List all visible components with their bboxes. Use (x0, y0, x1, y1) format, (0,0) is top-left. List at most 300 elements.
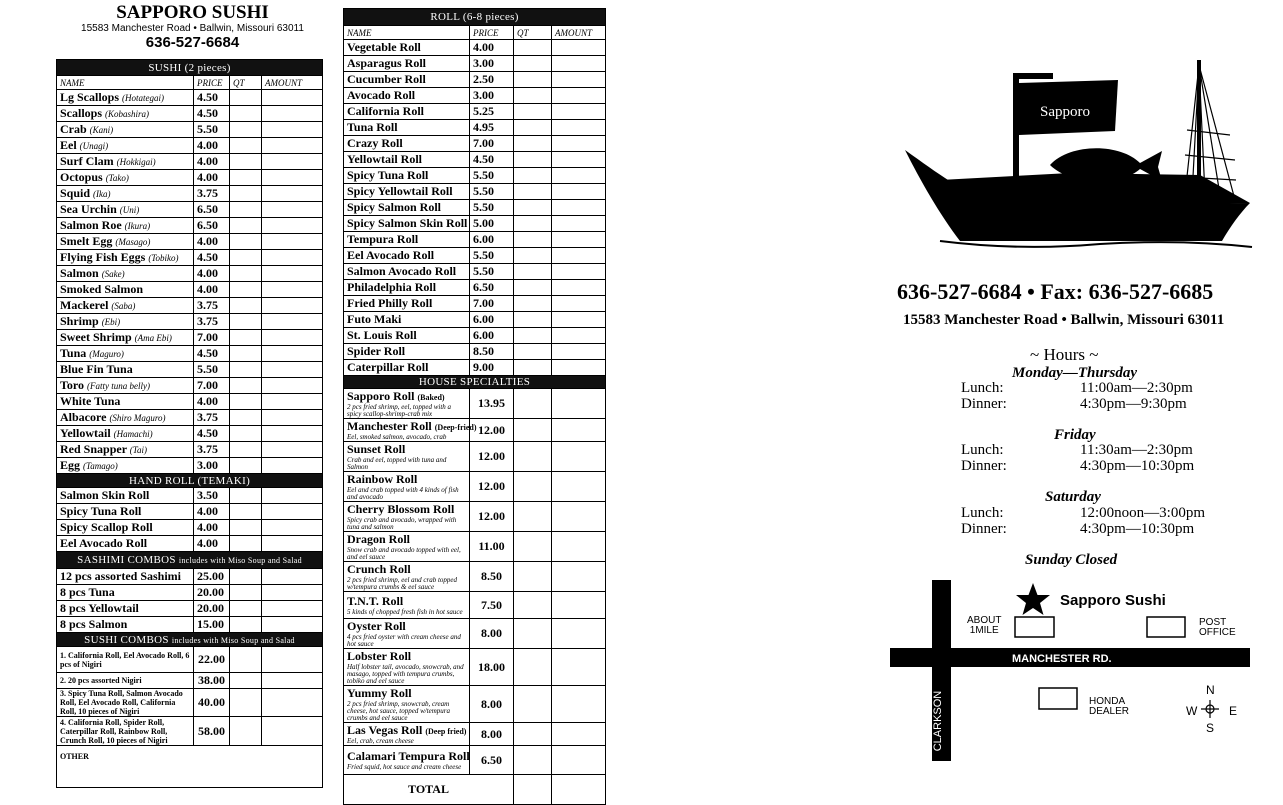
quantity-input-cell[interactable] (230, 202, 262, 218)
total-label: TOTAL (408, 782, 449, 796)
item-name: Mackerel (60, 298, 109, 312)
quantity-input-cell[interactable] (230, 426, 262, 442)
amount-input-cell[interactable] (262, 106, 323, 122)
clarkson-road-label: CLARKSON (932, 690, 944, 752)
item-name-cell (344, 419, 477, 442)
middle-order-table (343, 8, 606, 805)
item-price-cell (194, 689, 230, 717)
item-price-cell (194, 394, 230, 410)
restaurant-building (1015, 617, 1054, 637)
item-name: Egg (60, 458, 81, 472)
quantity-input-cell[interactable] (514, 248, 552, 264)
item-name-cell (344, 216, 470, 232)
item-name-cell (57, 442, 194, 458)
amount-input-cell[interactable] (552, 389, 606, 419)
quantity-input-cell[interactable] (514, 472, 552, 502)
item-name: Spicy Scallop Roll (60, 520, 153, 534)
amount-input-cell[interactable] (262, 673, 323, 689)
amount-input-cell[interactable] (552, 723, 606, 746)
item-name: Blue Fin Tuna (60, 362, 133, 376)
item-price: 6.50 (473, 280, 494, 294)
item-name-cell (344, 442, 470, 472)
amount-input-cell[interactable] (262, 536, 323, 552)
item-name: Spicy Salmon Roll (347, 200, 442, 214)
amount-input-cell[interactable] (552, 216, 606, 232)
item-price: 6.00 (473, 232, 494, 246)
amount-input-cell[interactable] (552, 344, 606, 360)
item-name: Crab (60, 122, 87, 136)
quantity-input-cell[interactable] (514, 40, 552, 56)
item-description: 5 kinds of chopped fresh fish in hot sauce (347, 608, 463, 616)
amount-input-cell[interactable] (262, 504, 323, 520)
item-price-cell (194, 585, 230, 601)
quantity-input-cell[interactable] (514, 502, 552, 532)
amount-input-cell[interactable] (262, 90, 323, 106)
quantity-input-cell[interactable] (514, 649, 552, 686)
amount-input-cell[interactable] (552, 104, 606, 120)
item-japanese-name: (Tobiko) (148, 253, 179, 263)
quantity-input-cell[interactable] (230, 362, 262, 378)
amount-input-cell[interactable] (552, 442, 606, 472)
quantity-input-cell[interactable] (514, 686, 552, 723)
item-name: Avocado Roll (347, 88, 416, 102)
quantity-input-cell[interactable] (514, 264, 552, 280)
quantity-input-cell[interactable] (514, 184, 552, 200)
item-name: Tuna (60, 346, 87, 360)
item-price: 5.50 (473, 184, 494, 198)
item-price: 3.00 (473, 56, 494, 70)
item-name: Calamari Tempura Roll (347, 749, 470, 763)
item-name-cell (57, 218, 194, 234)
total-qty-cell[interactable] (514, 775, 552, 805)
item-price: 7.50 (481, 597, 502, 612)
dinner-hours-saturday: 4:30pm—10:30pm (1080, 521, 1195, 537)
water-line (940, 241, 1252, 247)
item-price: 4.50 (197, 250, 218, 264)
amount-input-cell[interactable] (262, 426, 323, 442)
quantity-input-cell[interactable] (230, 601, 262, 617)
amount-input-cell[interactable] (552, 686, 606, 723)
item-name-cell (344, 502, 470, 532)
amount-input-cell[interactable] (262, 330, 323, 346)
item-name: Cucumber Roll (347, 72, 426, 86)
item-description: Half lobster tail, avocado, snowcrab, and masago, topped with tempura crumbs, tobiko and eel sauce (347, 663, 464, 685)
item-name-cell (57, 250, 194, 266)
section-title: SASHIMI COMBOS (77, 554, 176, 566)
item-price-cell (470, 360, 514, 376)
item-price-cell (470, 120, 514, 136)
quantity-input-cell[interactable] (514, 532, 552, 562)
amount-input-cell[interactable] (552, 152, 606, 168)
amount-input-cell[interactable] (262, 218, 323, 234)
quantity-input-cell[interactable] (230, 488, 262, 504)
item-price-cell (470, 56, 514, 72)
sapporo-boat-logo (900, 55, 1255, 255)
item-price-cell (470, 562, 514, 592)
amount-input-cell[interactable] (552, 56, 606, 72)
amount-input-cell[interactable] (262, 282, 323, 298)
item-name-cell (57, 234, 194, 250)
item-price: 5.50 (473, 264, 494, 278)
quantity-input-cell[interactable] (230, 378, 262, 394)
quantity-input-cell[interactable] (230, 218, 262, 234)
flag-text: Sapporo (1040, 104, 1090, 120)
quantity-input-cell[interactable] (230, 138, 262, 154)
item-name-cell (344, 649, 470, 686)
item-price-cell (470, 88, 514, 104)
item-name: Red Snapper (60, 442, 127, 456)
amount-input-cell[interactable] (552, 232, 606, 248)
quantity-input-cell[interactable] (514, 619, 552, 649)
col-qty-header (230, 76, 262, 90)
quantity-input-cell[interactable] (514, 442, 552, 472)
left-order-table (56, 59, 323, 788)
amount-input-cell[interactable] (552, 184, 606, 200)
item-name-cell (57, 106, 194, 122)
item-price-cell (470, 502, 514, 532)
item-name-cell (57, 488, 194, 504)
item-price: 5.50 (473, 200, 494, 214)
amount-input-cell[interactable] (552, 649, 606, 686)
item-price: 5.50 (473, 168, 494, 182)
quantity-input-cell[interactable] (230, 314, 262, 330)
item-name: White Tuna (60, 394, 121, 408)
amount-input-cell[interactable] (262, 266, 323, 282)
amount-input-cell[interactable] (552, 168, 606, 184)
section-title: HOUSE SPECIALTIES (418, 376, 531, 388)
item-price: 8.00 (481, 696, 502, 711)
quantity-input-cell[interactable] (230, 154, 262, 170)
amount-input-cell[interactable] (552, 296, 606, 312)
quantity-input-cell[interactable] (230, 410, 262, 426)
map-restaurant-label: Sapporo Sushi (1060, 592, 1166, 609)
amount-input-cell[interactable] (262, 362, 323, 378)
amount-input-cell[interactable] (262, 520, 323, 536)
item-name: Tuna Roll (347, 120, 398, 134)
item-price-cell (194, 647, 230, 673)
item-price: 11.00 (478, 539, 505, 553)
quantity-input-cell[interactable] (514, 136, 552, 152)
quantity-input-cell[interactable] (514, 280, 552, 296)
item-price: 12.00 (478, 422, 505, 437)
amount-input-cell[interactable] (262, 298, 323, 314)
quantity-input-cell[interactable] (230, 520, 262, 536)
item-price-cell (470, 312, 514, 328)
item-price: 7.00 (197, 378, 218, 392)
amount-input-cell[interactable] (262, 601, 323, 617)
item-price: 4.50 (197, 426, 218, 440)
item-price: 4.95 (473, 120, 494, 134)
amount-input-cell[interactable] (552, 360, 606, 376)
item-name: Sapporo Roll (347, 389, 415, 403)
amount-input-cell[interactable] (262, 202, 323, 218)
item-price: 4.00 (197, 234, 218, 248)
item-price-cell (194, 458, 230, 474)
quantity-input-cell[interactable] (230, 330, 262, 346)
quantity-input-cell[interactable] (514, 296, 552, 312)
about-mile-label: ABOUT 1MILE (967, 615, 1002, 636)
item-name: Lg Scallops (60, 90, 120, 104)
amount-input-cell[interactable] (262, 378, 323, 394)
quantity-input-cell[interactable] (514, 746, 552, 775)
item-price-cell (194, 362, 230, 378)
item-japanese-name: (Ebi) (101, 317, 121, 327)
item-name-cell (57, 314, 194, 330)
section-header (344, 9, 606, 26)
amount-input-cell[interactable] (262, 410, 323, 426)
item-japanese-name: (Tamago) (83, 461, 118, 471)
item-japanese-name: (Hokkigai) (116, 157, 156, 167)
amount-input-cell[interactable] (552, 619, 606, 649)
amount-input-cell[interactable] (262, 314, 323, 330)
amount-input-cell[interactable] (262, 442, 323, 458)
quantity-input-cell[interactable] (230, 442, 262, 458)
dinner-label: Dinner: (961, 521, 1007, 537)
amount-input-cell[interactable] (552, 312, 606, 328)
amount-input-cell[interactable] (262, 488, 323, 504)
amount-input-cell[interactable] (552, 419, 606, 442)
item-price: 12.00 (478, 509, 505, 523)
item-price-cell (194, 314, 230, 330)
quantity-input-cell[interactable] (514, 72, 552, 88)
lunch-hours-mon-thu: 11:00am—2:30pm (1080, 380, 1193, 396)
quantity-input-cell[interactable] (230, 186, 262, 202)
item-name: Salmon Skin Roll (60, 488, 150, 502)
amount-input-cell[interactable] (262, 617, 323, 633)
quantity-input-cell[interactable] (230, 536, 262, 552)
quantity-input-cell[interactable] (514, 592, 552, 619)
quantity-input-cell[interactable] (230, 298, 262, 314)
quantity-input-cell[interactable] (230, 346, 262, 362)
item-japanese-name: (Unagi) (79, 141, 109, 151)
quantity-input-cell[interactable] (230, 504, 262, 520)
item-price-cell (470, 136, 514, 152)
amount-input-cell[interactable] (552, 248, 606, 264)
amount-input-cell[interactable] (552, 472, 606, 502)
amount-input-cell[interactable] (262, 154, 323, 170)
item-price: 3.75 (197, 442, 218, 456)
item-japanese-name: (Kani) (89, 125, 114, 135)
honda-dealer-label: HONDA DEALER (1089, 696, 1130, 717)
quantity-input-cell[interactable] (514, 232, 552, 248)
quantity-input-cell[interactable] (514, 328, 552, 344)
item-price: 4.50 (197, 90, 218, 104)
amount-input-cell[interactable] (552, 200, 606, 216)
amount-input-cell[interactable] (262, 394, 323, 410)
section-title: HAND ROLL (TEMAKI) (128, 474, 251, 487)
total-label-cell (344, 775, 514, 805)
amount-input-cell[interactable] (262, 585, 323, 601)
item-name: Crazy Roll (347, 136, 403, 150)
item-japanese-name: (Ikura) (124, 221, 151, 231)
item-name: Yellowtail (60, 426, 111, 440)
amount-input-cell[interactable] (262, 569, 323, 585)
quantity-input-cell[interactable] (514, 389, 552, 419)
item-price-cell (194, 122, 230, 138)
quantity-input-cell[interactable] (230, 122, 262, 138)
quantity-input-cell[interactable] (514, 152, 552, 168)
col-qty-header (514, 26, 552, 40)
quantity-input-cell[interactable] (514, 312, 552, 328)
amount-input-cell[interactable] (262, 170, 323, 186)
quantity-input-cell[interactable] (230, 266, 262, 282)
item-name-cell (344, 296, 470, 312)
amount-input-cell[interactable] (262, 250, 323, 266)
restaurant-address: 15583 Manchester Road • Ballwin, Missouri 63011 (81, 23, 304, 34)
amount-input-cell[interactable] (552, 136, 606, 152)
quantity-input-cell[interactable] (514, 723, 552, 746)
quantity-input-cell[interactable] (230, 689, 262, 717)
quantity-input-cell[interactable] (230, 717, 262, 746)
item-name-cell (344, 360, 470, 376)
item-price: 25.00 (197, 569, 224, 583)
quantity-input-cell[interactable] (230, 250, 262, 266)
item-name-cell (57, 186, 194, 202)
item-name: Philadelphia Roll (347, 280, 437, 294)
item-name-cell (57, 689, 194, 717)
item-description: 2 pcs fried shrimp, eel and crab topped w/tempura crumbs & eel sauce (347, 576, 458, 591)
dinner-hours-friday: 4:30pm—10:30pm (1080, 458, 1195, 474)
item-name-cell (57, 504, 194, 520)
day-mon-thu: Monday—Thursday (1012, 365, 1138, 381)
quantity-input-cell[interactable] (230, 282, 262, 298)
item-price: 4.50 (197, 346, 218, 360)
quantity-input-cell[interactable] (230, 394, 262, 410)
quantity-input-cell[interactable] (230, 234, 262, 250)
item-price-cell (194, 330, 230, 346)
amount-input-cell[interactable] (262, 186, 323, 202)
quantity-input-cell[interactable] (230, 170, 262, 186)
item-price-cell (470, 72, 514, 88)
quantity-input-cell[interactable] (230, 617, 262, 633)
item-name: Albacore (60, 410, 107, 424)
item-name-cell (344, 746, 470, 775)
quantity-input-cell[interactable] (514, 56, 552, 72)
amount-input-cell[interactable] (552, 120, 606, 136)
amount-input-cell[interactable] (552, 280, 606, 296)
dinner-label: Dinner: (961, 458, 1007, 474)
amount-input-cell[interactable] (552, 562, 606, 592)
item-price: 15.00 (197, 617, 224, 631)
item-price-cell (194, 202, 230, 218)
item-japanese-name: (Hamachi) (113, 429, 153, 439)
section-header (57, 633, 323, 647)
item-price-cell (470, 532, 514, 562)
item-price: 4.50 (197, 106, 218, 120)
section-note: includes with Miso Soup and Salad (171, 635, 295, 645)
item-name-cell (344, 472, 470, 502)
quantity-input-cell[interactable] (230, 569, 262, 585)
amount-input-cell[interactable] (262, 234, 323, 250)
item-name-cell (57, 138, 194, 154)
quantity-input-cell[interactable] (514, 120, 552, 136)
item-price: 18.00 (478, 659, 505, 674)
item-name: Manchester Roll (347, 419, 432, 433)
item-name: 4. California Roll, Spider Roll, Caterpillar Roll, Rainbow Roll, Crunch Roll, 10 pieces of Nigiri (60, 717, 168, 745)
amount-input-cell[interactable] (552, 746, 606, 775)
quantity-input-cell[interactable] (230, 585, 262, 601)
item-price: 4.50 (473, 152, 494, 166)
quantity-input-cell[interactable] (514, 360, 552, 376)
quantity-input-cell[interactable] (514, 419, 552, 442)
amount-input-cell[interactable] (552, 264, 606, 280)
amount-input-cell[interactable] (262, 138, 323, 154)
amount-input-cell[interactable] (262, 717, 323, 746)
quantity-input-cell[interactable] (230, 90, 262, 106)
item-name: Octopus (60, 170, 103, 184)
item-price-cell (194, 346, 230, 362)
item-name-cell (57, 282, 194, 298)
item-name-cell (344, 280, 470, 296)
item-japanese-name: (Hotategai) (122, 93, 165, 103)
item-name: Sunset Roll (347, 442, 406, 456)
item-price: 40.00 (198, 695, 225, 709)
item-name: Squid (60, 186, 91, 200)
item-name-cell (344, 88, 470, 104)
quantity-input-cell[interactable] (230, 458, 262, 474)
item-name: Salmon (60, 266, 99, 280)
item-name-cell (344, 592, 470, 619)
quantity-input-cell[interactable] (230, 106, 262, 122)
amount-input-cell[interactable] (552, 532, 606, 562)
amount-input-cell[interactable] (552, 502, 606, 532)
amount-input-cell[interactable] (552, 328, 606, 344)
quantity-input-cell[interactable] (230, 647, 262, 673)
compass-n: N (1206, 683, 1215, 697)
item-japanese-name: (Sake) (101, 269, 125, 279)
quantity-input-cell[interactable] (230, 673, 262, 689)
amount-input-cell[interactable] (262, 346, 323, 362)
item-price-cell (470, 248, 514, 264)
item-price-cell (470, 184, 514, 200)
item-name-cell (57, 585, 194, 601)
item-name-cell (57, 458, 194, 474)
amount-input-cell[interactable] (552, 88, 606, 104)
quantity-input-cell[interactable] (514, 216, 552, 232)
amount-input-cell[interactable] (552, 72, 606, 88)
amount-input-cell[interactable] (552, 592, 606, 619)
amount-input-cell[interactable] (262, 122, 323, 138)
col-name-label: NAME (60, 77, 85, 88)
honda-dealer-building (1039, 688, 1077, 709)
quantity-input-cell[interactable] (514, 168, 552, 184)
item-name: 1. California Roll, Eel Avocado Roll, 6 pcs of Nigiri (60, 650, 190, 669)
quantity-input-cell[interactable] (514, 104, 552, 120)
item-price-cell (194, 170, 230, 186)
amount-input-cell[interactable] (552, 40, 606, 56)
other-cell[interactable] (57, 746, 323, 788)
amount-input-cell[interactable] (262, 689, 323, 717)
item-price: 3.75 (197, 186, 218, 200)
quantity-input-cell[interactable] (514, 344, 552, 360)
item-name-cell (344, 532, 470, 562)
lunch-label: Lunch: (961, 505, 1004, 521)
item-price: 4.00 (197, 138, 218, 152)
section-note: includes with Miso Soup and Salad (178, 556, 302, 565)
total-amount-cell[interactable] (552, 775, 606, 805)
col-amount-header (262, 76, 323, 90)
quantity-input-cell[interactable] (514, 562, 552, 592)
item-price-cell (470, 216, 514, 232)
quantity-input-cell[interactable] (514, 88, 552, 104)
amount-input-cell[interactable] (262, 458, 323, 474)
section-title: ROLL (6-8 pieces) (430, 11, 519, 23)
item-description: Eel, smoked salmon, avocado, crab (347, 433, 447, 441)
item-price-cell (470, 686, 514, 723)
quantity-input-cell[interactable] (514, 200, 552, 216)
item-name: Cherry Blossom Roll (347, 502, 455, 516)
amount-input-cell[interactable] (262, 647, 323, 673)
